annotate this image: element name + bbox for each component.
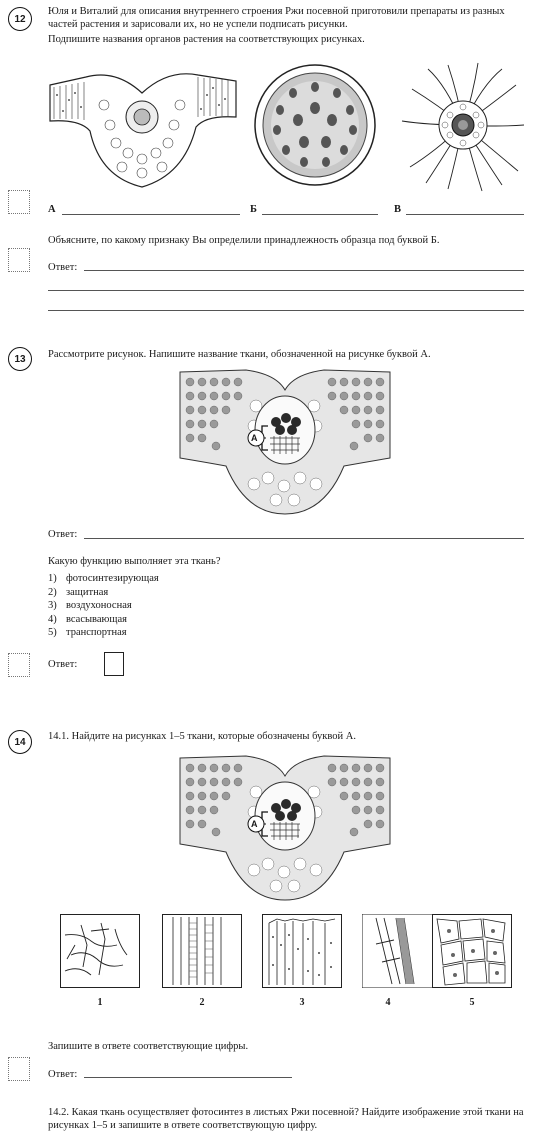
figure-stem-section (252, 62, 378, 188)
answer-line-v[interactable] (406, 214, 524, 215)
question-12-instruction: Подпишите названия органов растения на соответствующих рисунках. (48, 34, 365, 45)
option-4: 4) всасывающая (48, 613, 127, 625)
option-2: 2) защитная (48, 586, 109, 598)
label-a: А (48, 204, 56, 215)
tissue-tile-4 (362, 914, 442, 988)
question-13-text: Рассмотрите рисунок. Напишите название ткани, обозначенной на рисунке буквой А. (48, 349, 431, 360)
answer-line-14[interactable] (84, 1077, 292, 1078)
tile-label-5: 5 (469, 997, 475, 1008)
figure-14-label-a: А (251, 819, 258, 829)
question-number-14: 14 (8, 730, 32, 754)
figure-leaf-tissue (176, 366, 394, 516)
tissue-tile-5 (432, 914, 512, 988)
option-5: 5) транспортная (48, 627, 127, 638)
question-number-13: 13 (8, 347, 32, 371)
tile-label-1: 1 (97, 997, 103, 1008)
question-12-text: Юля и Виталий для описания внутреннего строения Ржи посевной приготовили препараты из разных частей растения и зарисовали их, но не успели подписать рисунки. (48, 6, 505, 30)
answer-label-14: Ответ: (48, 1069, 78, 1080)
option-1: 1) фотосинтезирующая (48, 573, 159, 584)
options-list (48, 572, 159, 640)
question-14-2-text: 14.2. Какая ткань осуществляет фотосинтез в листьях Ржи посевной? Найдите изображение этой ткани на рисунках 1–5 и запишите в ответе соответствующую цифру. (48, 1107, 524, 1131)
answer-line-a[interactable] (62, 214, 240, 215)
answer-line-12-2[interactable] (48, 290, 524, 291)
label-b: Б (250, 204, 257, 215)
answer-label-13: Ответ: (48, 529, 78, 540)
figure-leaf-tissue-2 (176, 752, 394, 902)
answer-cell-13[interactable] (104, 652, 124, 676)
answer-box-12-1[interactable] (8, 190, 30, 214)
question-14-1-text: 14.1. Найдите на рисунках 1–5 ткани, которые обозначены буквой А. (48, 731, 356, 742)
question-number-12: 12 (8, 7, 32, 31)
write-digits-text: Запишите в ответе соответствующие цифры. (48, 1041, 249, 1052)
figure-root-section (398, 55, 528, 195)
answer-line-13[interactable] (84, 538, 524, 539)
question-12-explain: Объясните, по какому признаку Вы определили принадлежность образца под буквой Б. (48, 235, 440, 246)
answer-box-13[interactable] (8, 653, 30, 677)
answer-box-12-2[interactable] (8, 248, 30, 272)
answer-box-14[interactable] (8, 1057, 30, 1081)
answer-line-12-3[interactable] (48, 310, 524, 311)
tile-label-4: 4 (385, 997, 391, 1008)
answer-label-13-2: Ответ: (48, 659, 78, 670)
tile-label-3: 3 (299, 997, 305, 1008)
figure-leaf-section (46, 55, 238, 195)
tissue-tile-3 (262, 914, 342, 988)
figure-13-label-a: А (251, 433, 258, 443)
tissue-tile-2 (162, 914, 242, 988)
option-3: 3) воздухоносная (48, 600, 132, 611)
tile-label-2: 2 (199, 997, 205, 1008)
label-v: В (394, 204, 402, 215)
answer-label-12: Ответ: (48, 262, 78, 273)
answer-line-12-1[interactable] (84, 270, 524, 271)
question-13-function: Какую функцию выполняет эта ткань? (48, 556, 221, 567)
tissue-tile-1 (60, 914, 140, 988)
answer-line-b[interactable] (262, 214, 378, 215)
